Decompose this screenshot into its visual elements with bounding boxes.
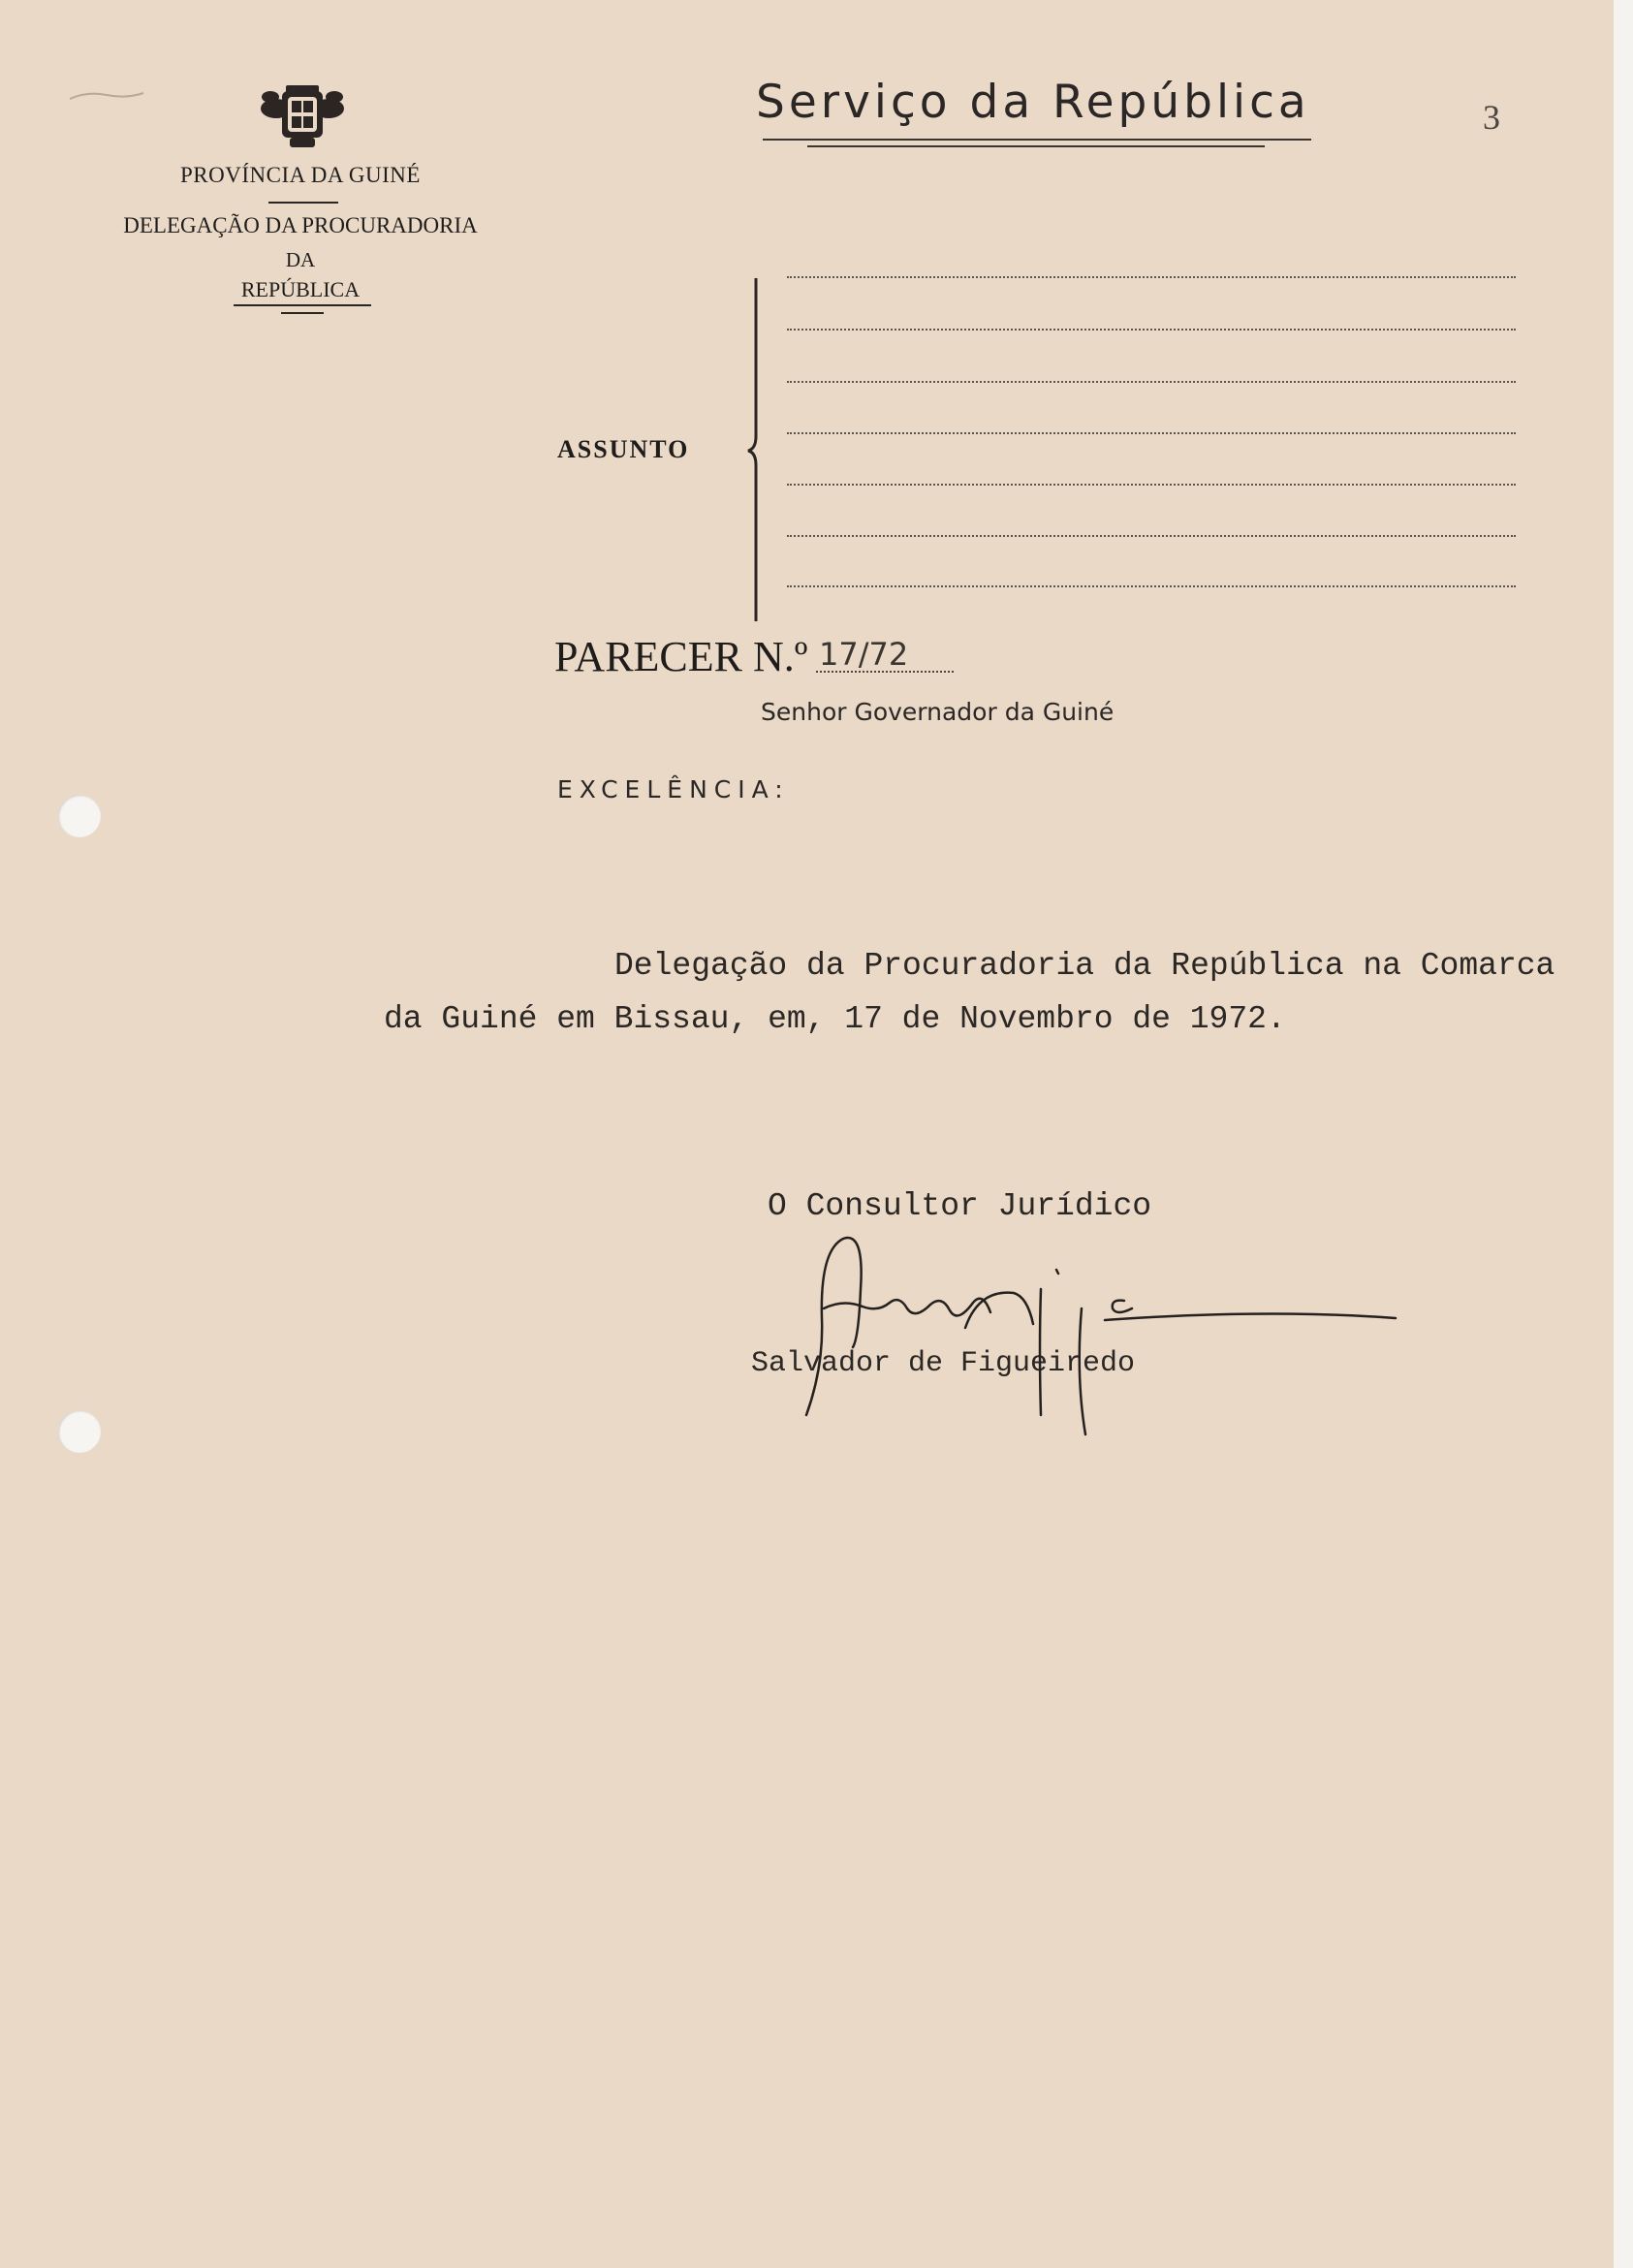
assunto-line <box>787 535 1516 537</box>
page-number: 3 <box>1483 98 1500 137</box>
handwritten-signature <box>785 1231 1405 1444</box>
coat-of-arms-icon <box>257 78 348 151</box>
assunto-line <box>787 381 1516 383</box>
assunto-line <box>787 585 1516 587</box>
page-title: Serviço da República <box>756 76 1310 129</box>
header-divider-short <box>268 202 338 204</box>
assunto-label: ASSUNTO <box>557 435 690 463</box>
assunto-bracket <box>744 276 764 623</box>
body-text-line2: da Guiné em Bissau, em, 17 de Novembro de 1972. <box>384 1001 1286 1037</box>
header-underline <box>234 304 371 306</box>
assunto-line <box>787 329 1516 331</box>
signature-role: O Consultor Jurídico <box>768 1188 1152 1224</box>
salutation: EXCELÊNCIA: <box>557 775 790 803</box>
assunto-line <box>787 432 1516 434</box>
body-text-line1: Delegação da Procuradoria da República na Comarca <box>614 948 1555 984</box>
punch-hole-lower <box>58 1410 101 1453</box>
header-underline-short <box>281 312 324 314</box>
delegation-heading-line3: REPÚBLICA <box>240 277 361 301</box>
punch-hole-upper <box>58 795 101 837</box>
signatory-name: Salvador de Figueiredo <box>751 1347 1136 1380</box>
assunto-line <box>787 484 1516 486</box>
assunto-line <box>787 276 1516 278</box>
parecer-number-dotline <box>816 671 954 673</box>
paper-mark <box>68 89 145 103</box>
title-underline-inner <box>807 145 1265 147</box>
parecer-number: 17/72 <box>819 636 909 673</box>
delegation-heading-line1: DELEGAÇÃO DA PROCURADORIA <box>123 213 478 237</box>
title-underline <box>763 139 1311 141</box>
addressee: Senhor Governador da Guiné <box>761 698 1115 726</box>
delegation-heading-line2: DA <box>285 248 316 271</box>
province-heading: PROVÍNCIA DA GUINÉ <box>180 163 421 187</box>
parecer-label: PARECER N.º <box>554 633 808 680</box>
